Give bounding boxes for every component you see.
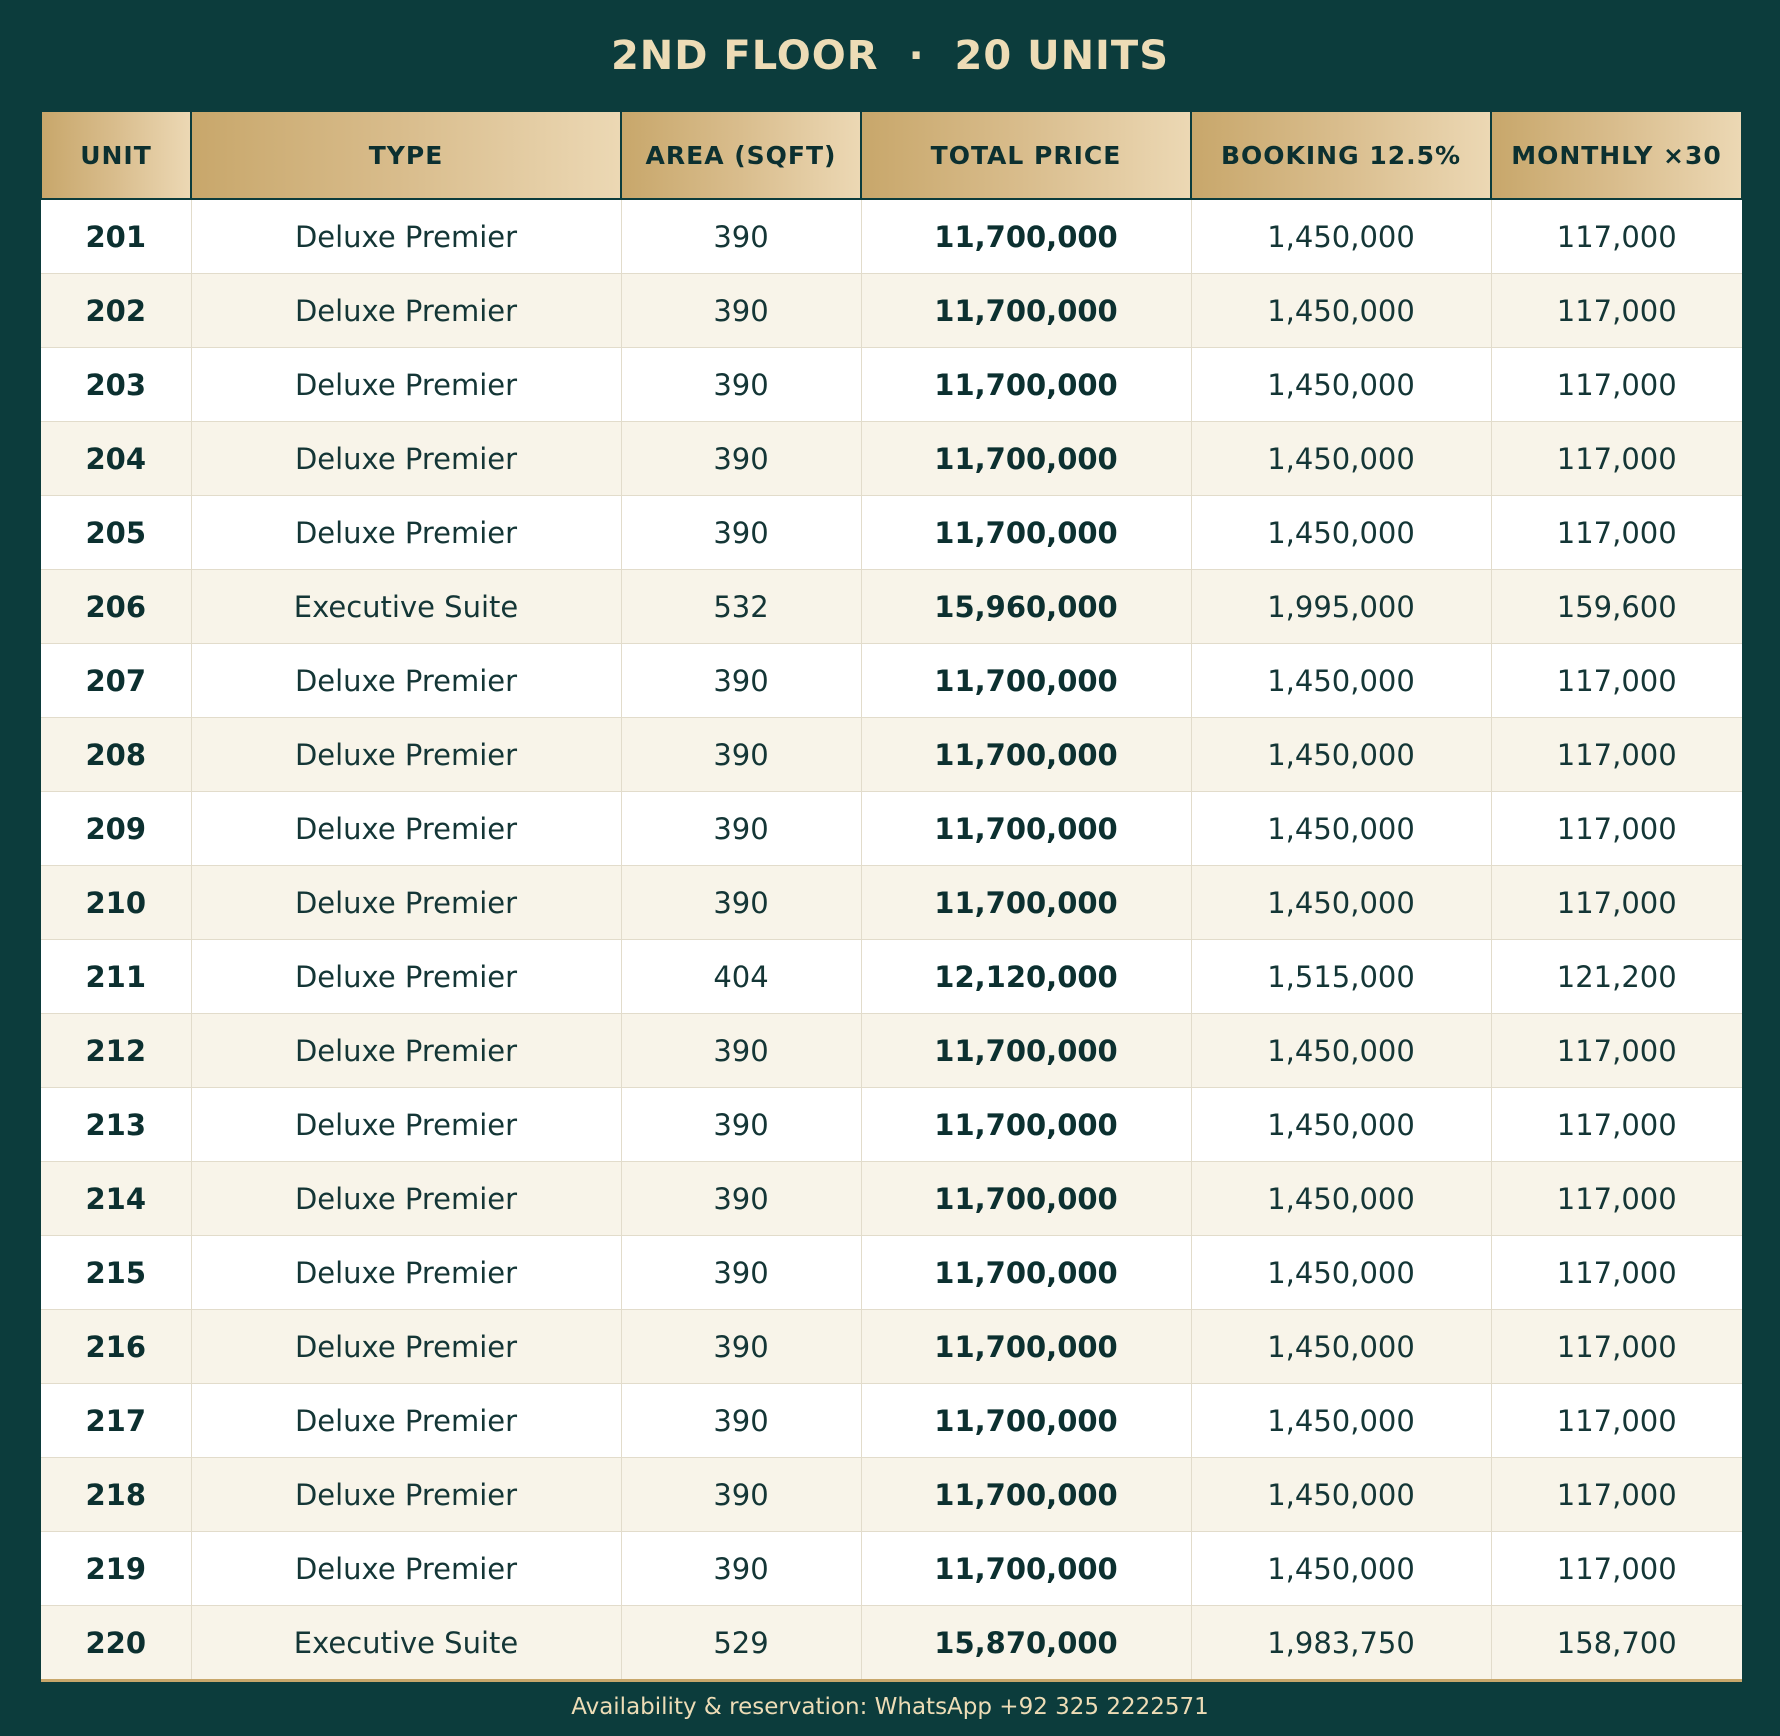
cell-booking: 1,995,000 bbox=[1191, 570, 1491, 644]
cell-total-price: 11,700,000 bbox=[861, 1532, 1191, 1606]
cell-type: Deluxe Premier bbox=[191, 274, 621, 348]
cell-unit: 207 bbox=[41, 644, 191, 718]
table-header-row bbox=[41, 111, 1742, 199]
cell-type: Deluxe Premier bbox=[191, 1088, 621, 1162]
cell-unit: 214 bbox=[41, 1162, 191, 1236]
cell-unit: 204 bbox=[41, 422, 191, 496]
cell-type: Deluxe Premier bbox=[191, 940, 621, 1014]
cell-booking: 1,450,000 bbox=[1191, 792, 1491, 866]
cell-monthly: 117,000 bbox=[1491, 866, 1742, 940]
table-row bbox=[41, 792, 1742, 866]
cell-area: 390 bbox=[621, 1532, 861, 1606]
cell-booking: 1,450,000 bbox=[1191, 1458, 1491, 1532]
cell-unit: 218 bbox=[41, 1458, 191, 1532]
cell-area: 390 bbox=[621, 1088, 861, 1162]
cell-area: 390 bbox=[621, 274, 861, 348]
cell-unit: 212 bbox=[41, 1014, 191, 1088]
cell-total-price: 11,700,000 bbox=[861, 1310, 1191, 1384]
cell-area: 390 bbox=[621, 1014, 861, 1088]
cell-booking: 1,983,750 bbox=[1191, 1606, 1491, 1681]
cell-area: 390 bbox=[621, 1236, 861, 1310]
cell-type: Deluxe Premier bbox=[191, 1162, 621, 1236]
cell-unit: 203 bbox=[41, 348, 191, 422]
cell-monthly: 117,000 bbox=[1491, 1162, 1742, 1236]
cell-monthly: 117,000 bbox=[1491, 1014, 1742, 1088]
cell-unit: 217 bbox=[41, 1384, 191, 1458]
cell-booking: 1,450,000 bbox=[1191, 1236, 1491, 1310]
cell-booking: 1,450,000 bbox=[1191, 644, 1491, 718]
cell-booking: 1,450,000 bbox=[1191, 866, 1491, 940]
cell-unit: 219 bbox=[41, 1532, 191, 1606]
cell-type: Deluxe Premier bbox=[191, 422, 621, 496]
cell-unit: 210 bbox=[41, 866, 191, 940]
cell-total-price: 11,700,000 bbox=[861, 792, 1191, 866]
cell-total-price: 15,960,000 bbox=[861, 570, 1191, 644]
cell-monthly: 117,000 bbox=[1491, 644, 1742, 718]
cell-monthly: 117,000 bbox=[1491, 1384, 1742, 1458]
cell-booking: 1,515,000 bbox=[1191, 940, 1491, 1014]
cell-type: Deluxe Premier bbox=[191, 1310, 621, 1384]
cell-area: 390 bbox=[621, 1162, 861, 1236]
cell-type: Executive Suite bbox=[191, 570, 621, 644]
cell-area: 404 bbox=[621, 940, 861, 1014]
cell-area: 390 bbox=[621, 792, 861, 866]
cell-monthly: 117,000 bbox=[1491, 348, 1742, 422]
cell-area: 390 bbox=[621, 496, 861, 570]
table-row bbox=[41, 866, 1742, 940]
cell-area: 390 bbox=[621, 1384, 861, 1458]
cell-type: Deluxe Premier bbox=[191, 199, 621, 274]
column-header-total-price: TOTAL PRICE bbox=[861, 111, 1191, 199]
cell-booking: 1,450,000 bbox=[1191, 1384, 1491, 1458]
cell-type: Deluxe Premier bbox=[191, 1532, 621, 1606]
cell-area: 390 bbox=[621, 1310, 861, 1384]
cell-area: 390 bbox=[621, 422, 861, 496]
table-row bbox=[41, 1236, 1742, 1310]
table-row bbox=[41, 1014, 1742, 1088]
table-row bbox=[41, 1458, 1742, 1532]
cell-monthly: 117,000 bbox=[1491, 1532, 1742, 1606]
cell-type: Deluxe Premier bbox=[191, 792, 621, 866]
table-row bbox=[41, 422, 1742, 496]
cell-total-price: 11,700,000 bbox=[861, 1088, 1191, 1162]
cell-booking: 1,450,000 bbox=[1191, 274, 1491, 348]
column-header-booking: BOOKING 12.5% bbox=[1191, 111, 1491, 199]
cell-type: Deluxe Premier bbox=[191, 718, 621, 792]
cell-unit: 209 bbox=[41, 792, 191, 866]
table-row bbox=[41, 570, 1742, 644]
cell-unit: 220 bbox=[41, 1606, 191, 1681]
cell-total-price: 11,700,000 bbox=[861, 1162, 1191, 1236]
table-row bbox=[41, 718, 1742, 792]
cell-monthly: 117,000 bbox=[1491, 496, 1742, 570]
cell-area: 390 bbox=[621, 1458, 861, 1532]
cell-unit: 213 bbox=[41, 1088, 191, 1162]
cell-unit: 202 bbox=[41, 274, 191, 348]
column-header-area: AREA (SQFT) bbox=[621, 111, 861, 199]
cell-monthly: 158,700 bbox=[1491, 1606, 1742, 1681]
cell-unit: 201 bbox=[41, 199, 191, 274]
cell-monthly: 121,200 bbox=[1491, 940, 1742, 1014]
column-header-type: TYPE bbox=[191, 111, 621, 199]
column-header-unit: UNIT bbox=[41, 111, 191, 199]
cell-unit: 211 bbox=[41, 940, 191, 1014]
cell-booking: 1,450,000 bbox=[1191, 1162, 1491, 1236]
cell-booking: 1,450,000 bbox=[1191, 348, 1491, 422]
cell-total-price: 11,700,000 bbox=[861, 1014, 1191, 1088]
page-title: 2ND FLOOR · 20 UNITS bbox=[610, 33, 1170, 79]
table-row bbox=[41, 274, 1742, 348]
table-row bbox=[41, 1310, 1742, 1384]
cell-monthly: 117,000 bbox=[1491, 422, 1742, 496]
cell-total-price: 11,700,000 bbox=[861, 1236, 1191, 1310]
cell-booking: 1,450,000 bbox=[1191, 496, 1491, 570]
cell-type: Deluxe Premier bbox=[191, 1014, 621, 1088]
table-row bbox=[41, 199, 1742, 274]
cell-monthly: 159,600 bbox=[1491, 570, 1742, 644]
table-row bbox=[41, 940, 1742, 1014]
table-row bbox=[41, 1384, 1742, 1458]
cell-total-price: 11,700,000 bbox=[861, 644, 1191, 718]
table-row bbox=[41, 496, 1742, 570]
cell-total-price: 11,700,000 bbox=[861, 274, 1191, 348]
cell-monthly: 117,000 bbox=[1491, 1236, 1742, 1310]
cell-area: 390 bbox=[621, 718, 861, 792]
cell-unit: 216 bbox=[41, 1310, 191, 1384]
cell-booking: 1,450,000 bbox=[1191, 1532, 1491, 1606]
cell-monthly: 117,000 bbox=[1491, 1088, 1742, 1162]
table-row bbox=[41, 1162, 1742, 1236]
cell-type: Deluxe Premier bbox=[191, 1458, 621, 1532]
cell-area: 390 bbox=[621, 644, 861, 718]
table-row bbox=[41, 1532, 1742, 1606]
cell-booking: 1,450,000 bbox=[1191, 422, 1491, 496]
cell-booking: 1,450,000 bbox=[1191, 1310, 1491, 1384]
cell-area: 390 bbox=[621, 199, 861, 274]
footer-contact: Availability & reservation: WhatsApp +92 325 2222571 bbox=[571, 1694, 1209, 1720]
cell-area: 390 bbox=[621, 348, 861, 422]
cell-monthly: 117,000 bbox=[1491, 718, 1742, 792]
cell-area: 529 bbox=[621, 1606, 861, 1681]
cell-unit: 206 bbox=[41, 570, 191, 644]
cell-booking: 1,450,000 bbox=[1191, 199, 1491, 274]
table-row bbox=[41, 644, 1742, 718]
cell-monthly: 117,000 bbox=[1491, 1310, 1742, 1384]
cell-type: Deluxe Premier bbox=[191, 348, 621, 422]
cell-type: Deluxe Premier bbox=[191, 644, 621, 718]
cell-area: 390 bbox=[621, 866, 861, 940]
cell-total-price: 11,700,000 bbox=[861, 866, 1191, 940]
cell-booking: 1,450,000 bbox=[1191, 1014, 1491, 1088]
cell-booking: 1,450,000 bbox=[1191, 718, 1491, 792]
cell-type: Executive Suite bbox=[191, 1606, 621, 1681]
cell-total-price: 11,700,000 bbox=[861, 496, 1191, 570]
cell-total-price: 11,700,000 bbox=[861, 348, 1191, 422]
cell-monthly: 117,000 bbox=[1491, 274, 1742, 348]
cell-unit: 215 bbox=[41, 1236, 191, 1310]
cell-booking: 1,450,000 bbox=[1191, 1088, 1491, 1162]
table-row bbox=[41, 348, 1742, 422]
cell-type: Deluxe Premier bbox=[191, 1236, 621, 1310]
cell-unit: 205 bbox=[41, 496, 191, 570]
table-row bbox=[41, 1606, 1742, 1681]
cell-monthly: 117,000 bbox=[1491, 792, 1742, 866]
cell-total-price: 11,700,000 bbox=[861, 1458, 1191, 1532]
cell-monthly: 117,000 bbox=[1491, 199, 1742, 274]
cell-unit: 208 bbox=[41, 718, 191, 792]
cell-total-price: 11,700,000 bbox=[861, 422, 1191, 496]
cell-total-price: 12,120,000 bbox=[861, 940, 1191, 1014]
cell-area: 532 bbox=[621, 570, 861, 644]
cell-type: Deluxe Premier bbox=[191, 866, 621, 940]
cell-total-price: 11,700,000 bbox=[861, 199, 1191, 274]
cell-monthly: 117,000 bbox=[1491, 1458, 1742, 1532]
cell-total-price: 11,700,000 bbox=[861, 1384, 1191, 1458]
cell-total-price: 15,870,000 bbox=[861, 1606, 1191, 1681]
column-header-monthly: MONTHLY ×30 bbox=[1491, 111, 1742, 199]
table-row bbox=[41, 1088, 1742, 1162]
cell-type: Deluxe Premier bbox=[191, 1384, 621, 1458]
cell-type: Deluxe Premier bbox=[191, 496, 621, 570]
units-price-table bbox=[40, 110, 1743, 1682]
cell-total-price: 11,700,000 bbox=[861, 718, 1191, 792]
